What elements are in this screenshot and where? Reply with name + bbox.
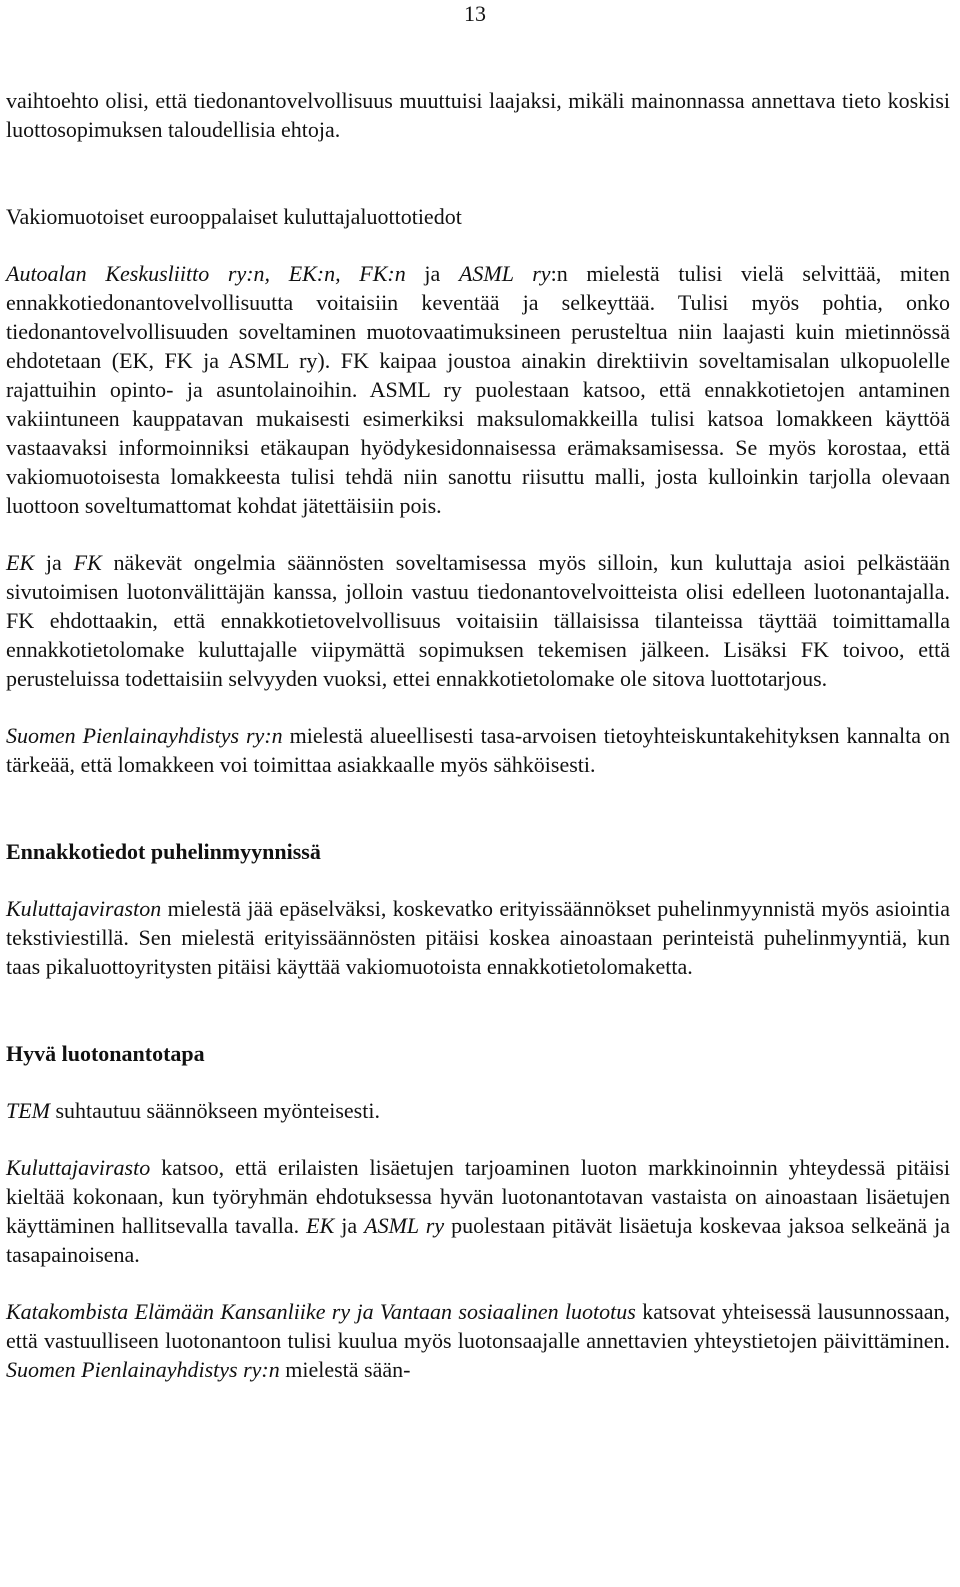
document-body [6,86,950,1384]
paragraph-katakombista: Katakombista Elämään Kansanliike ry ja Vantaan sosiaalinen luototus katsovat yhteisessä lausunnossaan, että vastuulliseen luotonantoon tulisi kuulua myös luotonsaajalle annettavien yhteystietojen päivittäminen. Suomen Pienlainayhdistys ry:n mielestä sään- [6,1299,950,1382]
org-name: ASML ry [458,261,551,286]
org-name: ASML ry [364,1213,445,1238]
org-name: Katakombista Elämään Kansanliike ry ja Vantaan sosiaalinen luototus [6,1299,636,1324]
org-name: EK [6,550,35,575]
paragraph-intro: vaihtoehto olisi, että tiedonantovelvollisuus muuttuisi laajaksi, mikäli mainonnassa annettava tieto koskisi luottosopimuksen taloudellisia ehtoja. [6,88,950,142]
paragraph-pienlaina: Suomen Pienlainayhdistys ry:n mielestä alueellisesti tasa-arvoisen tietoyhteiskuntakehityksen kannalta on tärkeää, että lomakkeen voi toimittaa asiakkaalle myös sähköisesti. [6,723,950,777]
heading-puhelinmyynti: Ennakkotiedot puhelinmyynnissä [6,839,321,864]
org-name: Kuluttajavirasto [6,1155,151,1180]
org-name: Autoalan Keskusliitto ry:n, EK:n, FK:n [6,261,406,286]
heading-vakiomuotoiset: Vakiomuotoiset eurooppalaiset kuluttajaluottotiedot [6,204,462,229]
org-name: EK [306,1213,335,1238]
heading-hyva-luotonantotapa: Hyvä luotonantotapa [6,1041,205,1066]
paragraph-autoalan: Autoalan Keskusliitto ry:n, EK:n, FK:n ja ASML ry:n mielestä tulisi vielä selvittää, miten ennakkotiedonantovelvollisuutta voitaisiin keventää ja selkeyttää. Tulisi myös pohtia, onko tiedonantovelvollisuuden soveltaminen muotovaatimuksineen perusteltua niin laajasti kuin mietinnössä ehdotetaan (EK, FK ja ASML ry). FK kaipaa joustoa ainakin direktiivin soveltamisalan ulkopuolelle rajattuihin opinto- ja asuntolainoihin. ASML ry puolestaan katsoo, että ennakkotietojen antaminen vakiintuneen kauppatavan mukaisesti esimerkiksi maksulomakkeilla tulisi katsoa lomakkeen käyttöä vastaavaksi informoinniksi etäkaupan hyödykesidonnaisessa erämaksamisessa. Se myös korostaa, että vakiomuotoisesta lomakkeesta tulisi tehdä niin sanottu riisuttu malli, josta kulloinkin tarjolla olevaan luottoon soveltumattomat kohdat jätettäisiin pois. [6,261,950,518]
org-name: Suomen Pienlainayhdistys ry:n [6,723,283,748]
org-name: Suomen Pienlainayhdistys ry:n [6,1357,280,1382]
org-name: Kuluttajaviraston [6,896,162,921]
org-name: TEM [6,1098,50,1123]
paragraph-ek-fk: EK ja FK näkevät ongelmia säännösten soveltamisessa myös silloin, kun kuluttaja asioi pelkästään sivutoimisen luotonvälittäjän kanssa, jolloin vastuu tiedonantovelvoitteista olisi edelleen luotonantajalla. FK ehdottaakin, että ennakkotietovelvollisuus voitaisiin tällaisissa tilanteissa täyttää toimittamalla ennakkotietolomake kuluttajalle viipymättä sopimuksen tekemisen jälkeen. Lisäksi FK toivoo, että perusteluissa todettaisiin selvyyden vuoksi, ettei ennakkotietolomake ole sitova luottotarjous. [6,550,950,691]
paragraph-tem: TEM suhtautuu säännökseen myönteisesti. [6,1098,380,1123]
org-name: FK [73,550,102,575]
page-number: 13 [464,1,486,26]
paragraph-kuluttajavirasto-puhelin: Kuluttajaviraston mielestä jää epäselväksi, koskevatko erityissäännökset puhelinmyynnistä myös asiointia tekstiviestillä. Sen mielestä erityissäännösten pitäisi koskea ainoastaan perinteistä puhelinmyyntiä, kun taas pikaluottoyritysten pitäisi käyttää vakiomuotoista ennakkotietolomaketta. [6,896,950,979]
paragraph-kuluttajavirasto-lisaedut: Kuluttajavirasto katsoo, että erilaisten lisäetujen tarjoaminen luoton markkinoinnin yhteydessä pitäisi kieltää kokonaan, kun työryhmän ehdotuksessa hyvän luotonantotavan vastaista on ainoastaan lisäetujen käyttäminen hallitsevalla tavalla. EK ja ASML ry puolestaan pitävät lisäetuja koskevaa jaksoa selkeänä ja tasapainoisena. [6,1155,951,1267]
